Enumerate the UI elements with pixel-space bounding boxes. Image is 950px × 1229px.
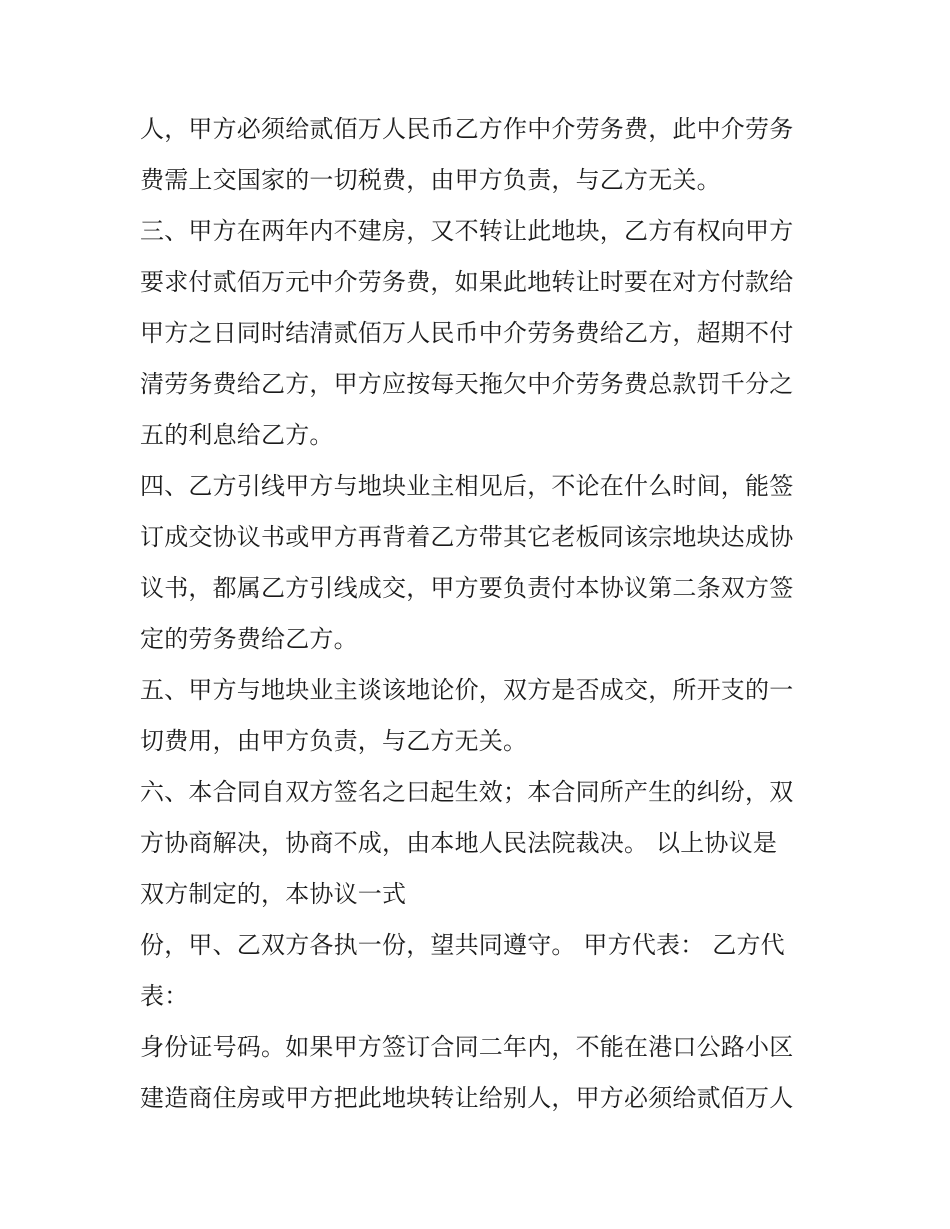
text-line: 六、本合同自双方签名之曰起生效；本合同所产生的纠纷，双 <box>140 778 794 806</box>
text-line: 清劳务费给乙方，甲方应按每天拖欠中介劳务费总款罚千分之 <box>140 370 794 398</box>
text-line: 人，甲方必须给贰佰万人民币乙方作中介劳务费，此中介劳务 <box>140 115 794 143</box>
text-line: 三、甲方在两年内不建房，又不转让此地块，乙方有权向甲方 <box>140 217 794 245</box>
text-line: 表： <box>140 982 189 1010</box>
text-line: 定的劳务费给乙方。 <box>140 625 358 653</box>
text-line: 甲方之日同时结清贰佰万人民币中介劳务费给乙方，超期不付 <box>140 319 794 347</box>
text-line: 方协商解决，协商不成，由本地人民法院裁决。 以上协议是 <box>140 829 778 857</box>
text-line: 要求付贰佰万元中介劳务费，如果此地转让时要在对方付款给 <box>140 268 794 296</box>
document-body <box>140 104 830 1124</box>
text-line: 身份证号码。如果甲方签订合同二年内，不能在港口公路小区 <box>140 1033 794 1061</box>
text-line: 五的利息给乙方。 <box>140 421 334 449</box>
text-line: 双方制定的，本协议一式 <box>140 880 407 908</box>
text-line: 议书，都属乙方引线成交，甲方要负责付本协议第二条双方签 <box>140 574 794 602</box>
text-line: 份，甲、乙双方各执一份，望共同遵守。 甲方代表： 乙方代 <box>140 931 785 959</box>
text-line: 五、甲方与地块业主谈该地论价，双方是否成交，所开支的一 <box>140 676 794 704</box>
text-line: 切费用，由甲方负责，与乙方无关。 <box>140 727 528 755</box>
text-line: 费需上交国家的一切税费，由甲方负责，与乙方无关。 <box>140 166 721 194</box>
text-line: 建造商住房或甲方把此地块转让给别人，甲方必须给贰佰万人 <box>140 1084 794 1112</box>
text-line: 四、乙方引线甲方与地块业主相见后，不论在什么时间，能签 <box>140 472 794 500</box>
text-line: 订成交协议书或甲方再背着乙方带其它老板同该宗地块达成协 <box>140 523 794 551</box>
